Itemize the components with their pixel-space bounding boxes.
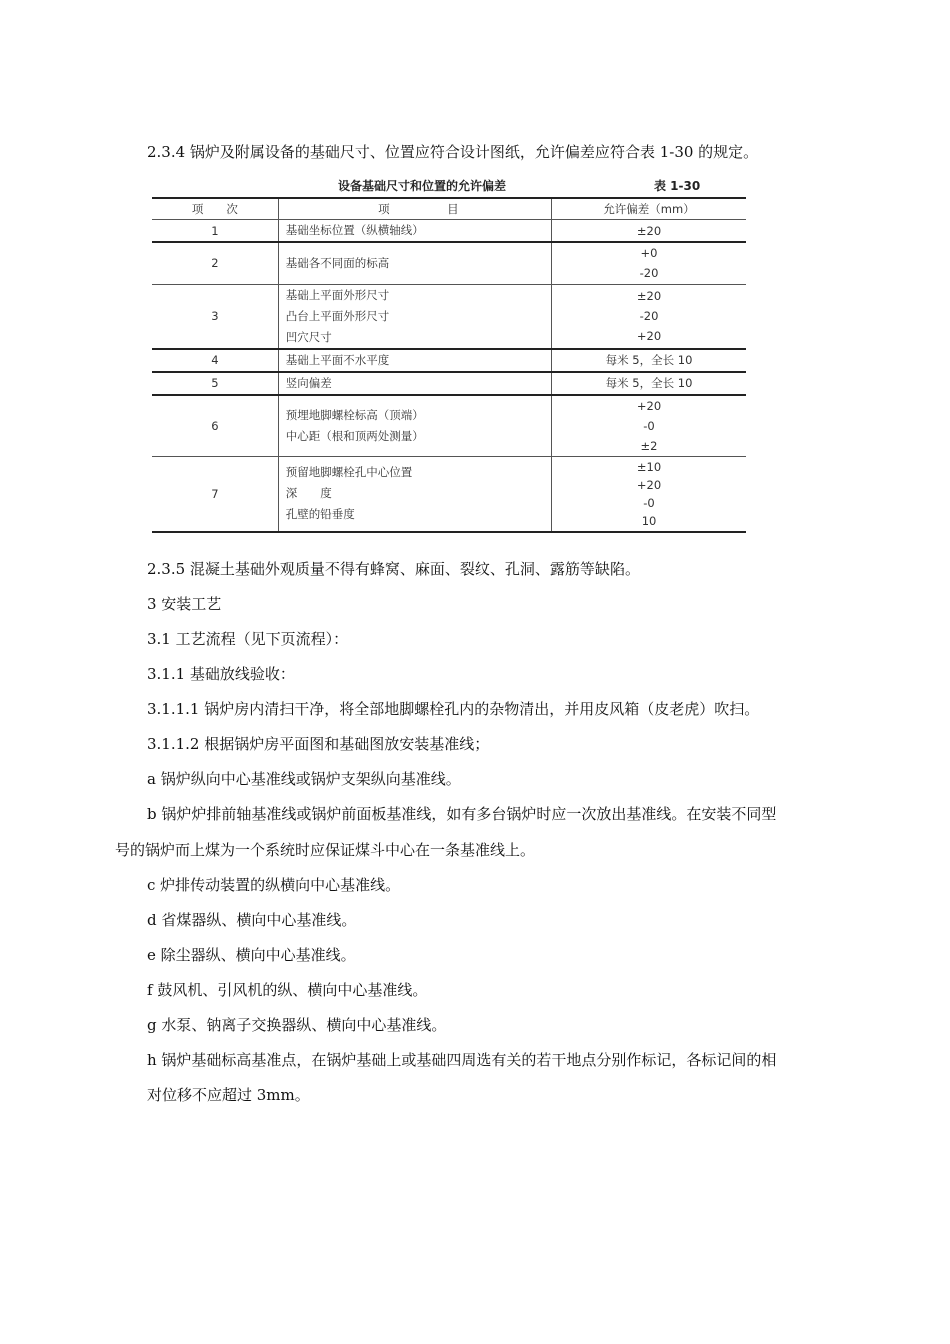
tolerance-line: +20: [636, 398, 662, 413]
list-item-b: b 锅炉炉排前轴基准线或锅炉前面板基准线，如有多台锅炉时应一次放出基准线。在安装不同型: [147, 805, 777, 823]
row-no: 3: [152, 284, 278, 349]
list-item-g: g 水泵、钠离子交换器纵、横向中心基准线。: [147, 1016, 447, 1034]
tolerance-line: +0: [640, 246, 658, 261]
row-item: [278, 220, 551, 243]
row-tolerance: [552, 220, 746, 243]
header-item: 项 目: [278, 198, 551, 220]
row-tolerance: [552, 372, 746, 395]
heading-3-1-1: 3.1.1 基础放线验收：: [147, 665, 295, 683]
item-line: 孔壁的铅垂度: [285, 507, 355, 522]
row-tolerance: [552, 242, 746, 284]
list-item-f: f 鼓风机、引风机的纵、横向中心基准线。: [147, 981, 428, 999]
table-row: [152, 372, 746, 395]
list-item-b-cont: 号的锅炉而上煤为一个系统时应保证煤斗中心在一条基准线上。: [115, 841, 536, 859]
table-header-row: [152, 198, 746, 220]
item-line: 凹穴尺寸: [285, 329, 332, 344]
tolerance-line: -0: [643, 495, 655, 510]
list-item-e: e 除尘器纵、横向中心基准线。: [147, 946, 356, 964]
table-row: [152, 349, 746, 372]
row-item: [278, 456, 551, 532]
tolerance-line: ±20: [636, 289, 662, 303]
tolerance-line: +20: [636, 329, 662, 343]
heading-3: 3 安装工艺: [147, 595, 222, 613]
tolerance-line: ±20: [636, 223, 662, 238]
list-item-c: c 炉排传动装置的纵横向中心基准线。: [147, 876, 401, 894]
table-row: [152, 456, 746, 532]
heading-3-1: 3.1 工艺流程（见下页流程）：: [147, 630, 349, 648]
list-item-a: a 锅炉纵向中心基准线或锅炉支架纵向基准线。: [147, 770, 461, 788]
tolerance-line: 10: [641, 513, 657, 528]
row-item: [278, 372, 551, 395]
row-no: 6: [152, 395, 278, 457]
item-line: 基础各不同面的标高: [285, 255, 390, 270]
row-no: 5: [152, 372, 278, 395]
table-number: 表 1-30: [654, 179, 701, 193]
tolerance-line: +20: [636, 477, 662, 492]
paragraph-3-1-1-1: 3.1.1.1 锅炉房内清扫干净，将全部地脚螺栓孔内的杂物清出，并用皮风箱（皮老虎）吹扫。: [147, 700, 760, 718]
item-line: 预埋地脚螺栓标高（顶端）: [285, 407, 424, 422]
header-no: 项 次: [191, 202, 238, 216]
item-line: 凸台上平面外形尺寸: [285, 308, 390, 323]
tolerance-line: ±2: [640, 438, 658, 453]
row-no: 4: [152, 349, 278, 372]
tolerance-line: -20: [639, 309, 659, 323]
row-item: [278, 395, 551, 457]
table-caption: [152, 177, 746, 197]
item-line: 基础坐标位置（纵横轴线）: [285, 223, 424, 237]
table-row: [152, 284, 746, 349]
item-line: 基础上平面外形尺寸: [285, 287, 390, 302]
tolerance-line: 每米 5，全长 10: [605, 353, 693, 367]
row-no: 7: [152, 456, 278, 532]
row-tolerance: [552, 349, 746, 372]
list-item-h-cont: 对位移不应超过 3mm。: [147, 1086, 310, 1104]
paragraph-2-3-4: 2.3.4 锅炉及附属设备的基础尺寸、位置应符合设计图纸，允许偏差应符合表 1-30 的规定。: [147, 143, 759, 161]
row-item: [278, 284, 551, 349]
item-line: 深 度: [285, 486, 332, 501]
tolerance-table: [152, 197, 746, 533]
tolerance-line: -0: [643, 418, 655, 433]
row-item: [278, 242, 551, 284]
tolerance-line: ±10: [636, 459, 662, 474]
item-line: 预留地脚螺栓孔中心位置: [285, 465, 413, 480]
row-no: 2: [152, 242, 278, 284]
item-line: 竖向偏差: [285, 375, 332, 390]
table-row: [152, 242, 746, 284]
row-tolerance: [552, 284, 746, 349]
paragraph-3-1-1-2: 3.1.1.2 根据锅炉房平面图和基础图放安装基准线；: [147, 735, 490, 753]
table-row: [152, 395, 746, 457]
tolerance-line: 每米 5，全长 10: [605, 376, 693, 390]
table-title: 设备基础尺寸和位置的允许偏差: [338, 179, 507, 193]
tolerance-line: -20: [639, 266, 659, 281]
header-tolerance: 允许偏差（mm）: [552, 198, 746, 220]
row-item: [278, 349, 551, 372]
row-tolerance: [552, 456, 746, 532]
list-item-d: d 省煤器纵、横向中心基准线。: [147, 911, 357, 929]
row-no: 1: [152, 220, 278, 243]
paragraph-2-3-5: 2.3.5 混凝土基础外观质量不得有蜂窝、麻面、裂纹、孔洞、露筋等缺陷。: [147, 560, 640, 578]
row-tolerance: [552, 395, 746, 457]
item-line: 中心距（根和顶两处测量）: [285, 428, 424, 443]
list-item-h: h 锅炉基础标高基准点，在锅炉基础上或基础四周选有关的若干地点分别作标记，各标记间的相: [147, 1051, 777, 1069]
item-line: 基础上平面不水平度: [285, 352, 390, 367]
table-row: [152, 220, 746, 243]
